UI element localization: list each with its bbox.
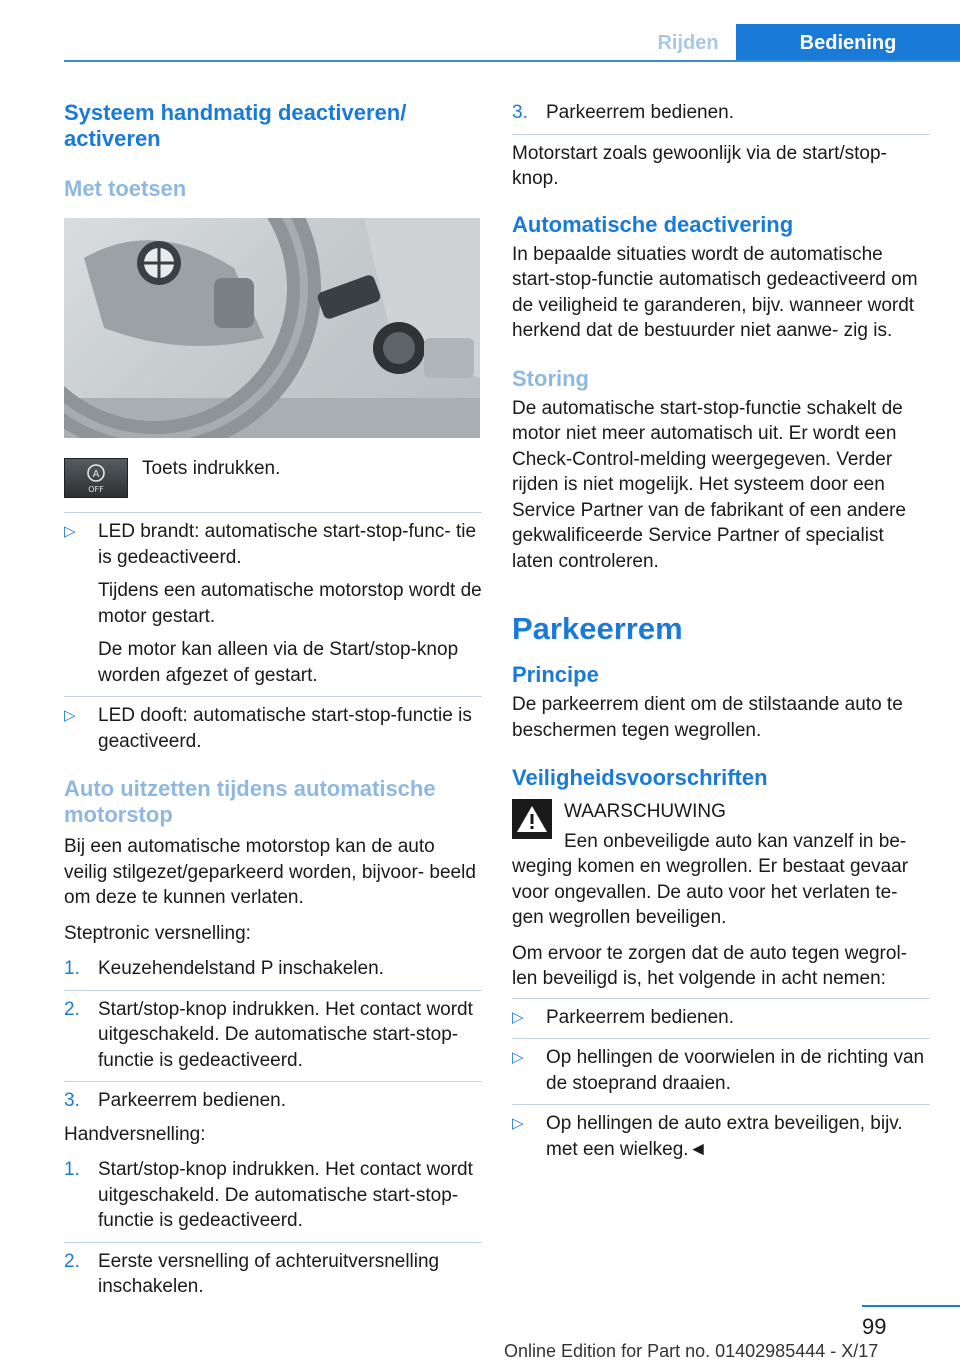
- heading-safety: Veiligheidsvoorschriften: [512, 765, 768, 790]
- bullet-marker: ▷: [64, 707, 76, 724]
- heading-auto-deactivation: Automatische deactivering: [512, 211, 794, 237]
- list-item: [64, 1242, 482, 1300]
- ensure-list: [512, 998, 930, 1163]
- list-item-text: LED dooft: automatische start-stop-functie is geactiveerd.: [98, 705, 472, 752]
- steptronic-steps: [64, 956, 482, 1114]
- list-item-text: Eerste versnelling of achteruitversnelling inschakelen.: [98, 1250, 440, 1297]
- step-number: 1.: [64, 958, 80, 979]
- list-item: [512, 1104, 930, 1162]
- left-column: [64, 100, 482, 1308]
- list-item: [64, 1157, 482, 1234]
- list-item-text: De motor kan alleen via de Start/stop-knop worden afgezet of gestart.: [98, 639, 459, 686]
- heading-fault: Storing: [512, 365, 589, 391]
- right-column: [512, 100, 930, 1170]
- list-item: [64, 519, 482, 688]
- page-header: [0, 0, 960, 62]
- paragraph-auto-deactivation: In bepaalde situaties wordt de automatische start-stop-functie automatisch gedeactiveerd om de veiligheid te garanderen, bijv. wanneer wordt herkend dat de bestuurder niet aanwe- zig is.: [512, 243, 918, 341]
- list-item: [64, 1081, 482, 1114]
- step-number: 2.: [64, 998, 80, 1020]
- list-item: [512, 1038, 930, 1096]
- warning-triangle-icon: [512, 799, 552, 839]
- list-item-text: Parkeerrem bedienen.: [546, 1006, 734, 1028]
- list-item-text: Op hellingen de voorwielen in de richting van de stoeprand draaien.: [546, 1047, 925, 1094]
- step-number: 3.: [64, 1090, 80, 1111]
- list-item: [64, 990, 482, 1074]
- list-item-text: Keuzehendelstand P inschakelen.: [98, 958, 384, 979]
- footer-rule: [862, 1305, 960, 1307]
- warning-text-first: Een onbeveiligde auto kan vanzelf in be-: [564, 830, 907, 852]
- step-number: 1.: [64, 1159, 80, 1180]
- heading-with-buttons: Met toetsen: [64, 176, 187, 201]
- key-instruction-text: Toets indrukken.: [142, 458, 281, 479]
- paragraph-motorstart: Motorstart zoals gewoonlijk via de start/stop- knop.: [512, 134, 930, 192]
- list-item: [512, 100, 930, 126]
- list-item: [64, 696, 482, 754]
- bullet-marker: ▷: [512, 1049, 524, 1066]
- key-instruction: [64, 458, 482, 498]
- heading-principle: Principe: [512, 662, 599, 687]
- header-rule: [64, 60, 960, 62]
- step-number: 2.: [64, 1250, 80, 1272]
- heading-manual-deactivate: Systeem handmatig deactiveren/ activeren: [64, 100, 407, 151]
- list-item-text: Op hellingen de auto extra beveiligen, bijv. met een wielkeg.◄: [546, 1113, 903, 1160]
- paragraph-fault: De automatische start-stop-functie schakelt de motor niet meer automatisch uit. Er wordt een Check-Control-melding weergegeven. Verder rijden is niet mogelijk. Het systeem door een Service Partner van de fabrikant of een andere gekwalificeerde Service Partner of specialist laten controleren.: [512, 397, 906, 572]
- bullet-marker: ▷: [512, 1008, 524, 1026]
- paragraph-car-off: Bij een automatische motorstop kan de auto veilig stilgezet/geparkeerd worden, bijvoor- beeld om deze te kunnen verlaten.: [64, 836, 476, 908]
- edition-footer: Online Edition for Part no. 01402985444 - X/17: [504, 1341, 879, 1361]
- list-item: [512, 1005, 930, 1031]
- list-item-text: Start/stop-knop indrukken. Het contact wordt uitgeschakeld. De automatische start-stop-functie is gedeactiveerd.: [98, 998, 473, 1071]
- steering-wheel-photo: [64, 218, 480, 438]
- paragraph-principle: De parkeerrem dient om de stilstaande auto te beschermen tegen wegrollen.: [512, 694, 903, 741]
- svg-text:A: A: [92, 469, 100, 480]
- list-item: [64, 956, 482, 982]
- step-number: 3.: [512, 102, 528, 123]
- list-item-text: Tijdens een automatische motorstop wordt de motor gestart.: [98, 580, 482, 627]
- manual-label: Handversnelling:: [64, 1123, 206, 1145]
- manual-steps: [64, 1157, 482, 1300]
- section-tab[interactable]: Bediening: [736, 24, 960, 62]
- heading-parking-brake: Parkeerrem: [512, 611, 683, 646]
- list-item-text: LED brandt: automatische start-stop-func- tie is gedeactiveerd.: [98, 521, 477, 568]
- warning-block: [512, 799, 930, 854]
- paragraph-ensure: Om ervoor te zorgen dat de auto tegen wegrol- len beveiligd is, het volgende in acht nemen:: [512, 942, 908, 989]
- list-item-text: Parkeerrem bedienen.: [98, 1090, 286, 1111]
- warning-text-rest: weging komen en wegrollen. Er bestaat gevaar voor ongevallen. De auto voor het verlaten te- gen wegrollen beveiligen.: [512, 856, 909, 928]
- auto-start-stop-off-icon: [64, 458, 128, 498]
- list-item-text: Start/stop-knop indrukken. Het contact wordt uitgeschakeld. De automatische start-stop-functie is gedeactiveerd.: [98, 1159, 473, 1231]
- bullet-marker: ▷: [64, 523, 76, 540]
- bullet-marker: ▷: [512, 1115, 524, 1132]
- led-status-list: [64, 512, 482, 754]
- warning-title: WAARSCHUWING: [564, 801, 726, 822]
- page-number: 99: [862, 1314, 887, 1339]
- heading-car-off: Auto uitzetten tijdens automatische motorstop: [64, 776, 436, 827]
- list-item-text: Parkeerrem bedienen.: [546, 102, 734, 123]
- steptronic-label: Steptronic versnelling:: [64, 922, 251, 944]
- chapter-tab[interactable]: Rijden: [657, 32, 719, 54]
- svg-text:OFF: OFF: [88, 485, 104, 494]
- steering-wheel-illustration: [64, 218, 480, 438]
